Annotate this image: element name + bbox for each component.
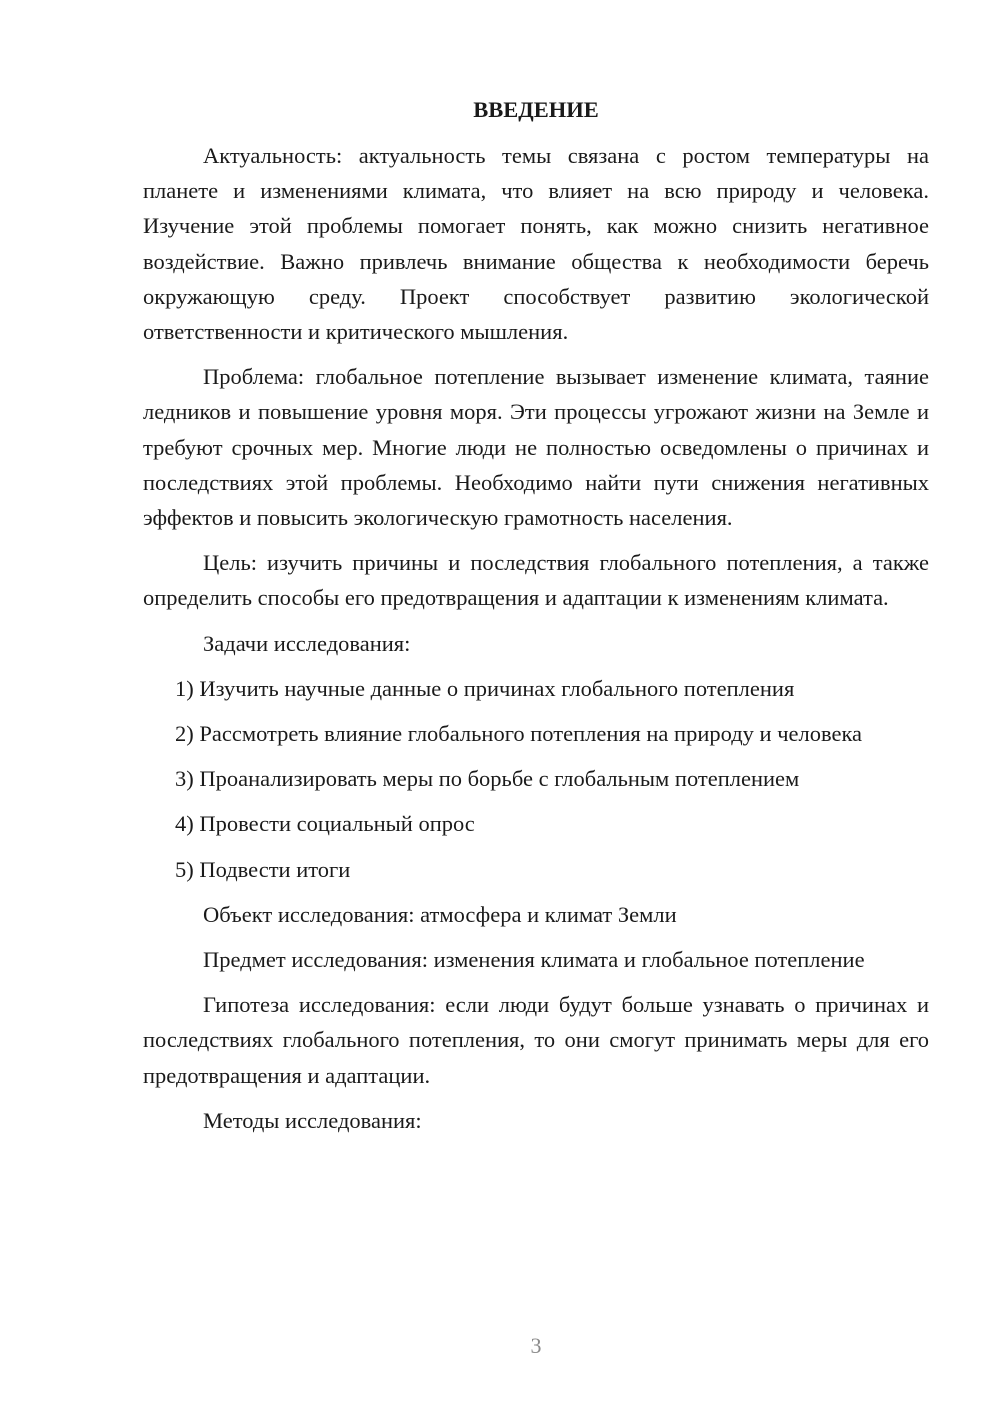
hypothesis-paragraph: Гипотеза исследования: если люди будут больше узнавать о причинах и последствиях глобального потепления, то они смогут принимать меры для его предотвращения и адаптации.	[143, 992, 929, 1088]
task-item-5: 5) Подвести итоги	[175, 856, 351, 882]
subject-paragraph: Предмет исследования: изменения климата и глобальное потепление	[203, 947, 865, 973]
object-paragraph: Объект исследования: атмосфера и климат Земли	[203, 901, 677, 927]
task-item-2: 2) Рассмотреть влияние глобального потепления на природу и человека	[175, 721, 863, 747]
problem-paragraph: Проблема: глобальное потепление вызывает изменение климата, таяние ледников и повышение уровня моря. Эти процессы угрожают жизни на Земле и требуют срочных мер. Многие люди не полностью осведомлены о причинах и последствиях этой проблемы. Необходимо найти пути снижения негативных эффектов и повысить экологическую грамотность населения.	[143, 364, 929, 531]
section-title: ВВЕДЕНИЕ	[473, 97, 599, 122]
methods-heading: Методы исследования:	[203, 1107, 422, 1133]
tasks-heading: Задачи исследования:	[203, 630, 411, 656]
task-item-3: 3) Проанализировать меры по борьбе с глобальным потеплением	[175, 766, 800, 792]
task-item-4: 4) Провести социальный опрос	[175, 811, 475, 837]
document-page	[143, 92, 929, 1148]
page-number: 3	[530, 1333, 542, 1358]
task-item-1: 1) Изучить научные данные о причинах глобального потепления	[175, 675, 795, 701]
goal-paragraph: Цель: изучить причины и последствия глобального потепления, а также определить способы его предотвращения и адаптации к изменениям климата.	[143, 550, 929, 611]
relevance-paragraph: Актуальность: актуальность темы связана с ростом температуры на планете и изменениями климата, что влияет на всю природу и человека. Изучение этой проблемы помогает понять, как можно снизить негативное воздействие. Важно привлечь внимание общества к необходимости беречь окружающую среду. Проект способствует развитию экологической ответственности и критического мышления.	[143, 143, 929, 345]
